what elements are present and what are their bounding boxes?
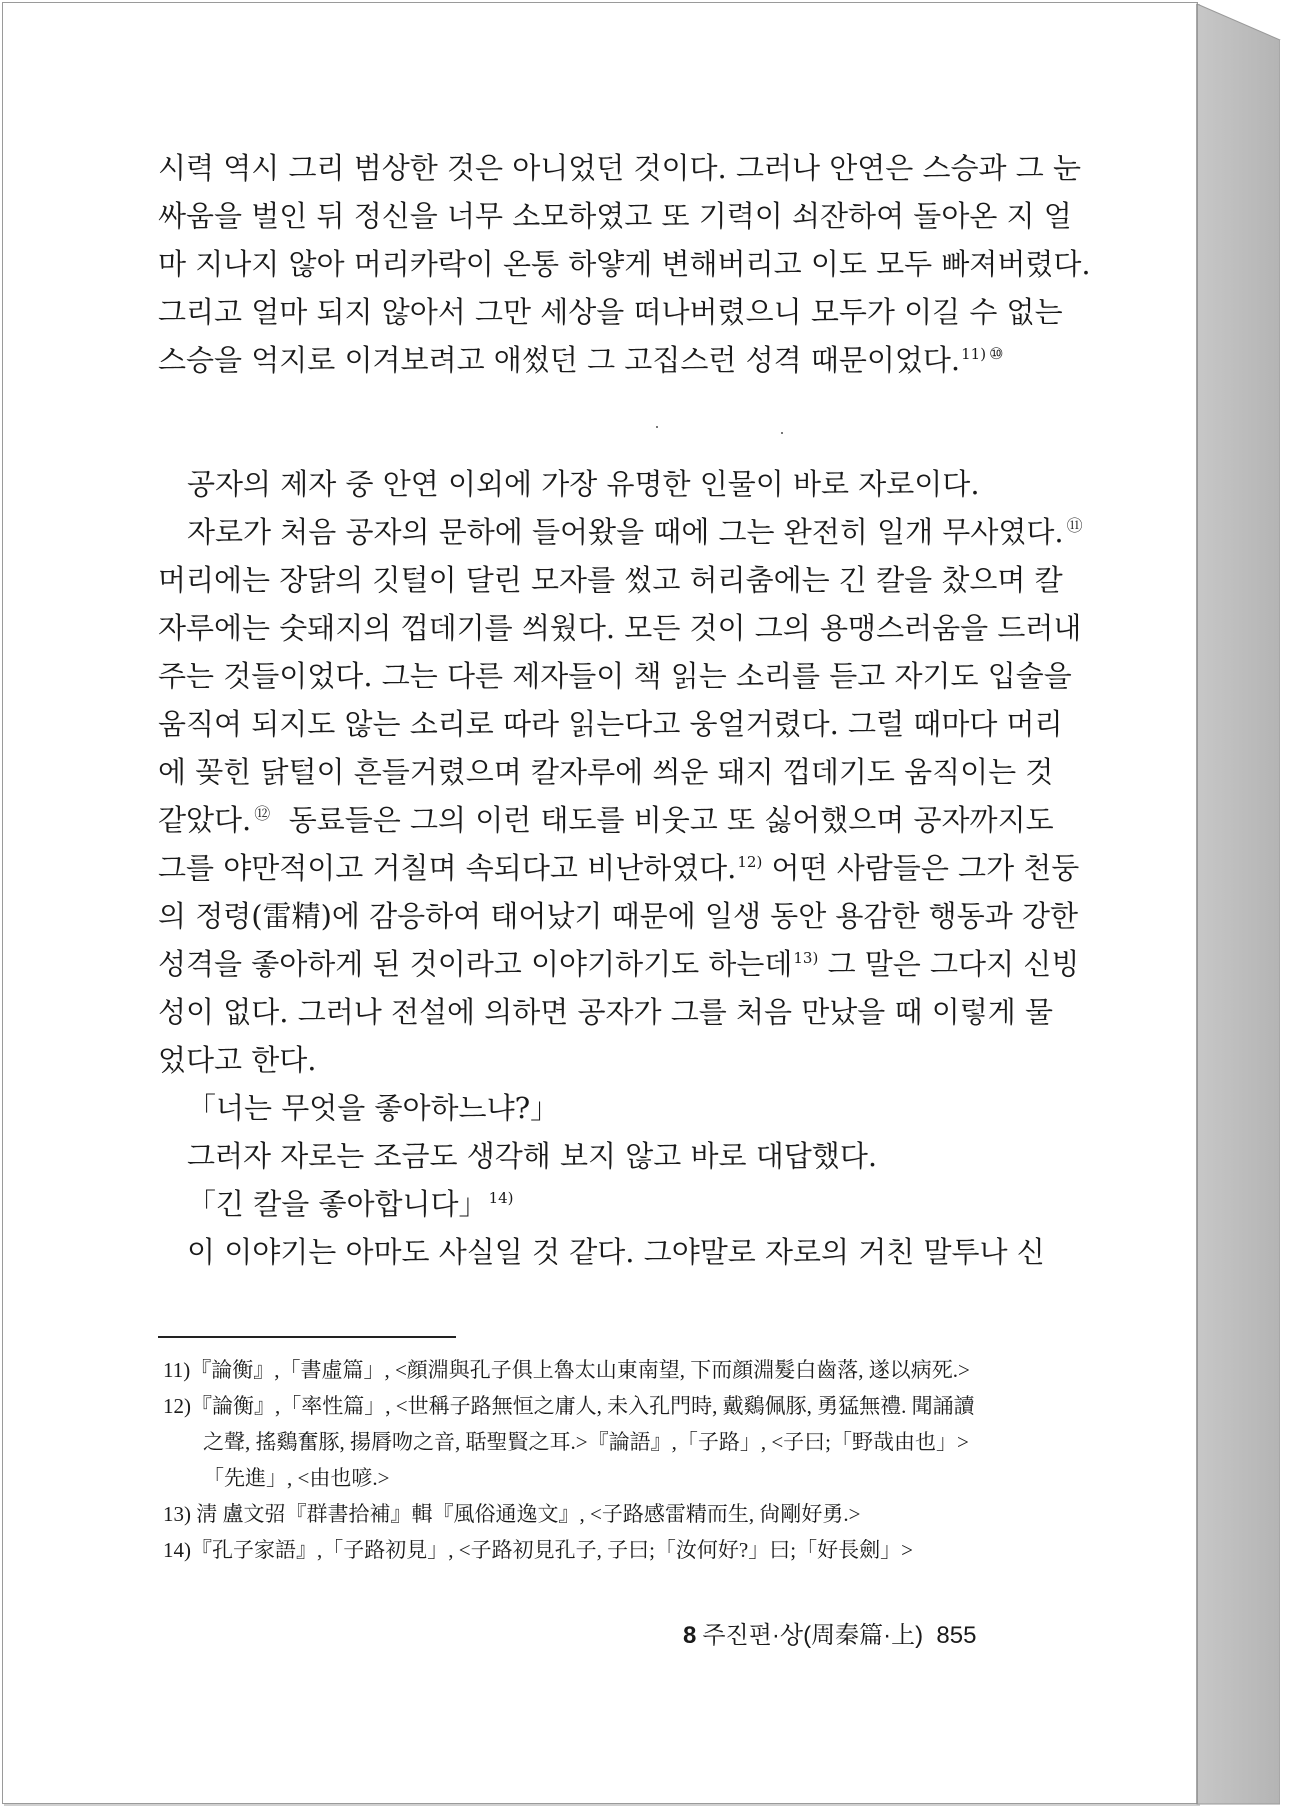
paragraph2-line9	[158, 850, 1080, 886]
circle-ref-10: ⑩	[989, 344, 1004, 364]
chapter-title: 주진편·상(周秦篇·上)	[702, 1622, 924, 1649]
circle-ref-11: ⑪	[1066, 516, 1083, 536]
footnote-12-line3: 「先進」, <由也喭.>	[203, 1466, 390, 1490]
scan-speck	[781, 432, 783, 434]
scan-speck	[656, 426, 658, 428]
paragraph1-line3: 마 지나지 않아 머리카락이 온통 하얗게 변해버리고 이도 모두 빠져버렸다.	[158, 247, 1091, 281]
paragraph2-line10: 의 정령(雷精)에 감응하여 태어났기 때문에 일생 동안 용감한 행동과 강한	[158, 899, 1078, 933]
quote-answer-text: 「긴 칼을 좋아합니다」	[187, 1187, 488, 1221]
paragraph2-line3: 머리에는 장닭의 깃털이 달린 모자를 썼고 허리춤에는 긴 칼을 찼으며 칼	[158, 563, 1063, 597]
paragraph2-line4: 자루에는 숫돼지의 껍데기를 씌웠다. 모든 것이 그의 용맹스러움을 드러내	[158, 611, 1082, 645]
footnote-12-line1: 12)『論衡』,「率性篇」, <世稱子路無恒之庸人, 未入孔門時, 戴鷄佩豚, 勇猛無禮. 聞誦讀	[163, 1394, 975, 1418]
paragraph2-line8-start: 같았다.	[158, 803, 252, 837]
paragraph2-line6: 움직여 되지도 않는 소리로 따라 읽는다고 웅얼거렸다. 그럴 때마다 머리	[158, 707, 1063, 741]
paragraph2-line2-text: 자로가 처음 공자의 문하에 들어왔을 때에 그는 완전히 일개 무사였다.	[187, 515, 1064, 549]
footnote-11: 11)『論衡』,「書虛篇」, <顔淵與孔子俱上魯太山東南望, 下而顔淵髮白齒落, 遂以病死.>	[163, 1358, 970, 1382]
footnote-ref-11: 11)	[961, 345, 987, 364]
paragraph2-line11-start: 성격을 좋아하게 된 것이라고 이야기하기도 하는데	[158, 947, 793, 981]
paragraph1-line1: 시력 역시 그리 범상한 것은 아니었던 것이다. 그러나 안연은 스승과 그 눈	[158, 151, 1082, 185]
paragraph1-line2: 싸움을 벌인 뒤 정신을 너무 소모하였고 또 기력이 쇠잔하여 돌아온 지 얼	[158, 199, 1072, 233]
paragraph2-line12: 성이 없다. 그러나 전설에 의하면 공자가 그를 처음 만났을 때 이렇게 물	[158, 995, 1054, 1029]
footnote-14: 14)『孔子家語』,「子路初見」, <子路初見孔子, 子曰;「汝何好?」曰;「好長劍」>	[163, 1538, 913, 1562]
paragraph2-line7: 에 꽂힌 닭털이 흔들거렸으며 칼자루에 씌운 돼지 껍데기도 움직이는 것	[158, 755, 1054, 789]
footnote-ref-12: 12)	[737, 853, 763, 872]
paragraph2-line8	[158, 802, 1054, 838]
paragraph2-line9-start: 그를 야만적이고 거칠며 속되다고 비난하였다.	[158, 851, 737, 885]
quote-question: 「너는 무엇을 좋아하느냐?」	[187, 1091, 560, 1125]
paragraph2-line2	[187, 514, 1083, 550]
paragraph2-line15: 그러자 자로는 조금도 생각해 보지 않고 바로 대답했다.	[187, 1139, 878, 1173]
paragraph1-line5	[158, 342, 1038, 378]
footnote-12-line2: 之聲, 搖鷄奮豚, 揚脣吻之音, 聒聖賢之耳.>『論語』,「子路」, <子曰;「野哉由也」>	[203, 1430, 969, 1454]
quote-answer	[187, 1186, 1038, 1222]
paragraph2-line13: 었다고 한다.	[158, 1043, 317, 1077]
paragraph1-line5-text: 스승을 억지로 이겨보려고 애썼던 그 고집스런 성격 때문이었다.	[158, 343, 961, 377]
paragraph2-line9-end: 어떤 사람들은 그가 천둥	[771, 851, 1080, 885]
footnote-ref-14: 14)	[488, 1189, 514, 1208]
paragraph2-line8-end: 동료들은 그의 이런 태도를 비웃고 또 싫어했으며 공자까지도	[288, 803, 1054, 837]
footnote-13: 13) 淸 盧文弨『群書拾補』輯『風俗通逸文』, <子路感雷精而生, 尙剛好勇.>	[163, 1502, 861, 1526]
paragraph1-line4: 그리고 얼마 되지 않아서 그만 세상을 떠나버렸으니 모두가 이길 수 없는	[158, 295, 1063, 329]
paragraph2-line1: 공자의 제자 중 안연 이외에 가장 유명한 인물이 바로 자로이다.	[187, 467, 980, 501]
chapter-number: 8	[683, 1622, 697, 1649]
book-page	[2, 2, 1198, 1804]
paragraph2-line11	[158, 946, 1080, 982]
paragraph2-line17: 이 이야기는 아마도 사실일 것 같다. 그야말로 자로의 거친 말투나 신	[187, 1235, 1045, 1269]
paragraph2-line5: 주는 것들이었다. 그는 다른 제자들이 책 읽는 소리를 듣고 자기도 입술을	[158, 659, 1072, 693]
footnote-ref-13: 13)	[793, 949, 819, 968]
paragraph2-line11-end: 그 말은 그다지 신빙	[827, 947, 1080, 981]
running-head	[683, 1615, 976, 1650]
circle-ref-12: ⑫	[254, 804, 271, 824]
page-number: 855	[936, 1622, 977, 1649]
footnote-separator	[158, 1336, 456, 1338]
